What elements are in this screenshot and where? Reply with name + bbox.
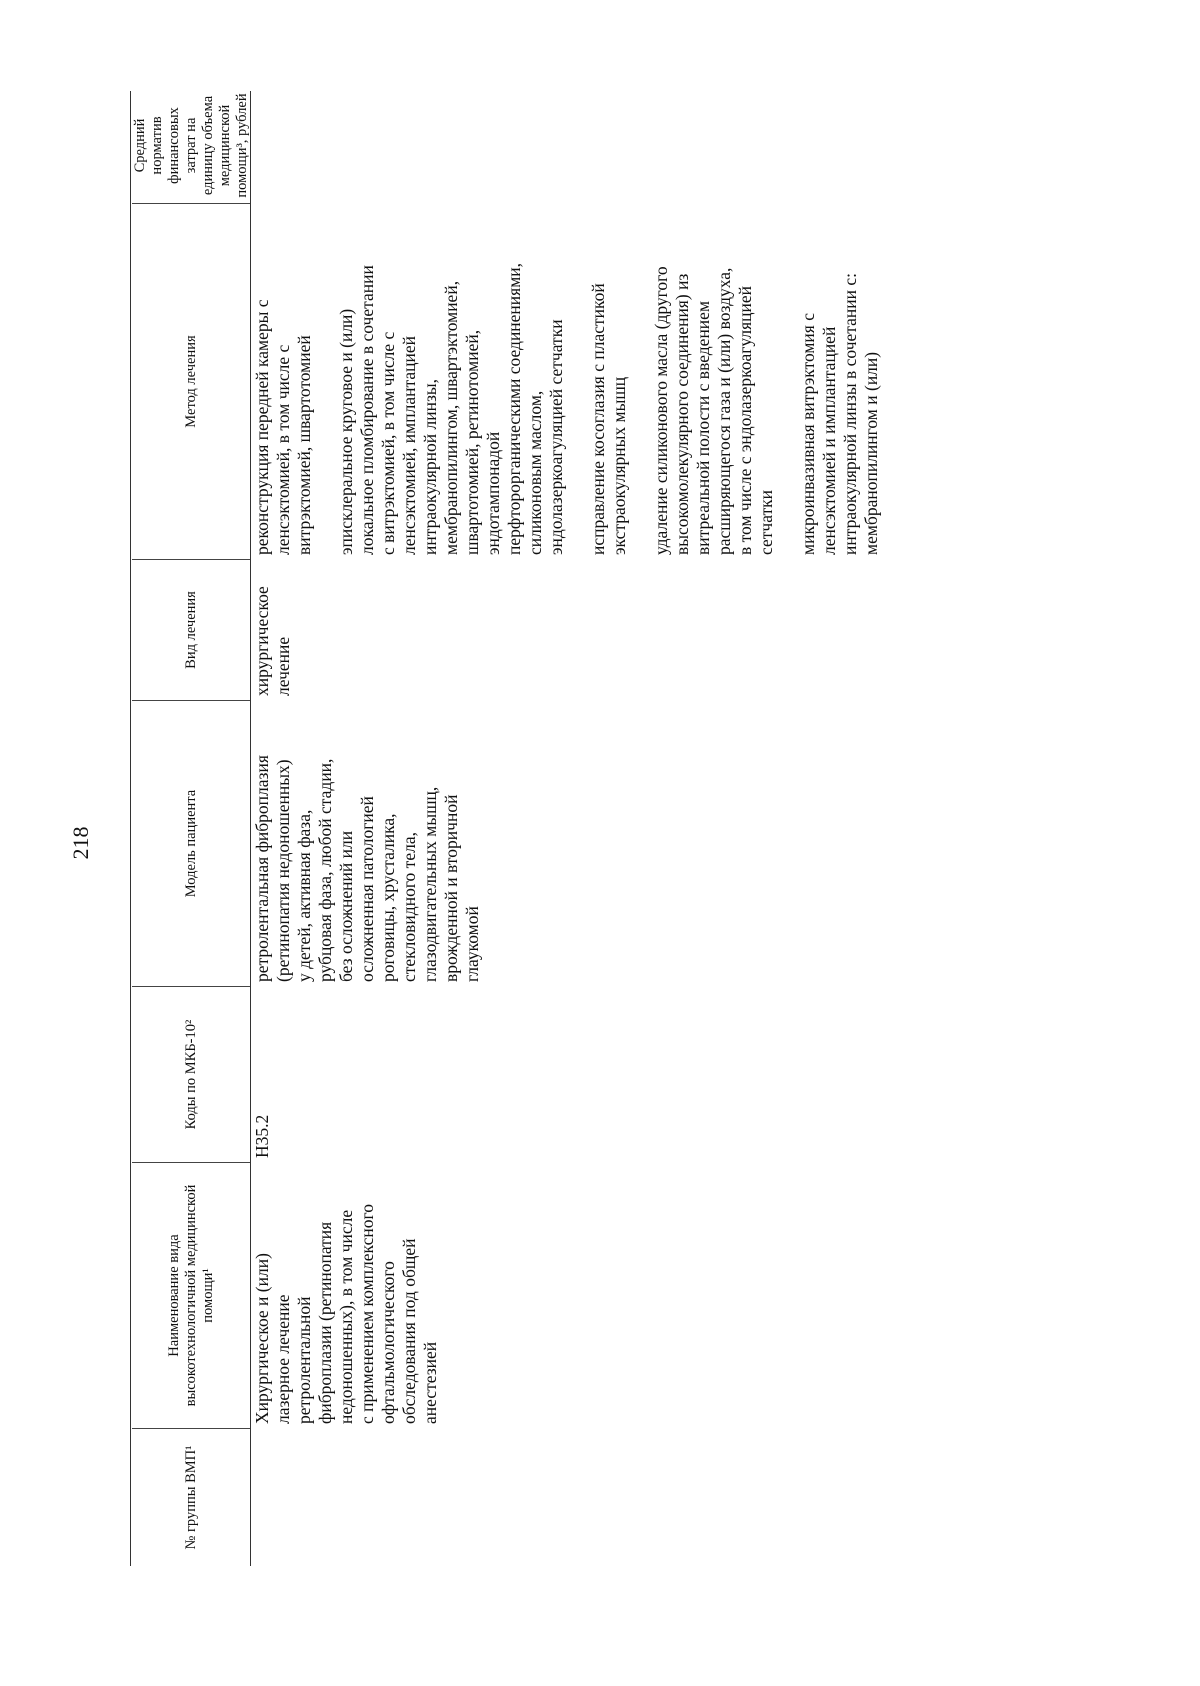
text-line: с применением комплексного bbox=[357, 1204, 377, 1424]
text-line: удаление силиконового масла (другого bbox=[651, 266, 671, 555]
text-line: мембранопилингом и (или) bbox=[861, 351, 881, 555]
text-line: лазерное лечение bbox=[273, 1294, 293, 1424]
cell-treatment-methods bbox=[252, 263, 882, 555]
text-line: экстраокулярных мышц bbox=[609, 376, 629, 555]
text-line: Хирургическое и (или) bbox=[252, 1253, 272, 1424]
header-bottom-rule bbox=[250, 91, 251, 1566]
spacer bbox=[777, 263, 798, 555]
text-line: ретролентальная фиброплазия bbox=[252, 755, 272, 982]
text-line: ленсэктомией, в том числе с bbox=[273, 344, 293, 555]
text-line: фиброплазии (ретинопатия bbox=[315, 1221, 335, 1424]
header-cost-norm: Средний норматив финансовых затрат на единицу объема медицинской помощи³, рублей bbox=[131, 93, 250, 198]
text-line: реконструкция передней камеры с bbox=[252, 299, 272, 555]
header-treatment-method: Метод лечения bbox=[182, 335, 199, 428]
text-line: лечение bbox=[273, 636, 293, 696]
text-line: мембранопилингом, швартэктомией, bbox=[441, 280, 461, 555]
text-line: анестезией bbox=[420, 1341, 440, 1424]
text-line: эндотампонадой bbox=[483, 431, 503, 555]
text-line: витрэктомией, швартотомией bbox=[294, 335, 314, 555]
text-line: высокомолекулярного соединения) из bbox=[672, 273, 692, 555]
text-line: хирургическое bbox=[252, 586, 272, 696]
text-line: глаукомой bbox=[462, 906, 482, 982]
text-line: глазодвигательных мышц, bbox=[420, 786, 440, 982]
header-icd-codes: Коды по МКБ-10² bbox=[182, 1019, 199, 1130]
text-line: недоношенных), в том числе bbox=[336, 1209, 356, 1424]
text-line: H35.2 bbox=[252, 1114, 272, 1158]
text-line: витреальной полости с введением bbox=[693, 300, 713, 555]
text-line: швартотомией, ретинотомией, bbox=[462, 329, 482, 555]
text-line: стекловидного тела, bbox=[399, 832, 419, 982]
text-line: силиконовым маслом, bbox=[525, 390, 545, 555]
text-line: без осложнений или bbox=[336, 830, 356, 982]
header-care-type-name: Наименование вида высокотехнологичной медицинской помощи¹ bbox=[165, 1184, 216, 1407]
spacer bbox=[315, 263, 336, 555]
text-line: интраокулярной линзы в сочетании с: bbox=[840, 273, 860, 555]
text-line: перфторорганическими соединениями, bbox=[504, 262, 524, 555]
text-line: исправление косоглазия с пластикой bbox=[588, 283, 608, 555]
text-line: врожденной и вторичной bbox=[441, 794, 461, 982]
text-line: у детей, активная фаза, bbox=[294, 809, 314, 982]
header-treatment-type: Вид лечения bbox=[182, 591, 199, 669]
text-line: локальное пломбирование в сочетании bbox=[357, 265, 377, 555]
text-line: сетчатки bbox=[756, 489, 776, 555]
cell-treatment-type bbox=[252, 586, 294, 696]
text-line: осложненная патологией bbox=[357, 796, 377, 982]
text-line: расширяющегося газа и (или) воздуха, bbox=[714, 267, 734, 555]
header-group-number: № группы ВМП¹ bbox=[182, 1445, 199, 1550]
text-line: эндолазеркоагуляцией сетчатки bbox=[546, 319, 566, 555]
cell-patient-model bbox=[252, 755, 483, 982]
header-patient-model: Модель пациента bbox=[182, 789, 199, 898]
text-line: в том числе с эндолазеркоагуляцией bbox=[735, 285, 755, 555]
spacer bbox=[567, 263, 588, 555]
text-line: обследования под общей bbox=[399, 1238, 419, 1424]
text-line: ленсэктомией и имплантацией bbox=[819, 326, 839, 555]
text-line: ленсэктомией, имплантацией bbox=[399, 336, 419, 555]
text-line: (ретинопатия недоношенных) bbox=[273, 759, 293, 982]
page-number: 218 bbox=[68, 826, 93, 860]
text-line: микроинвазивная витрэктомия с bbox=[798, 313, 818, 555]
cell-icd-code bbox=[252, 1115, 273, 1158]
table-top-rule bbox=[130, 91, 131, 1566]
text-line: ретролентальной bbox=[294, 1296, 314, 1424]
text-line: роговицы, хрусталика, bbox=[378, 813, 398, 982]
text-line: эписклеральное круговое и (или) bbox=[336, 308, 356, 555]
text-line: с витрэктомией, в том числе с bbox=[378, 331, 398, 555]
text-line: офтальмологического bbox=[378, 1261, 398, 1424]
text-line: рубцовая фаза, любой стадии, bbox=[315, 758, 335, 982]
cell-care-type-name bbox=[252, 1204, 441, 1424]
text-line: интраокулярной линзы, bbox=[420, 379, 440, 555]
spacer bbox=[630, 263, 651, 555]
